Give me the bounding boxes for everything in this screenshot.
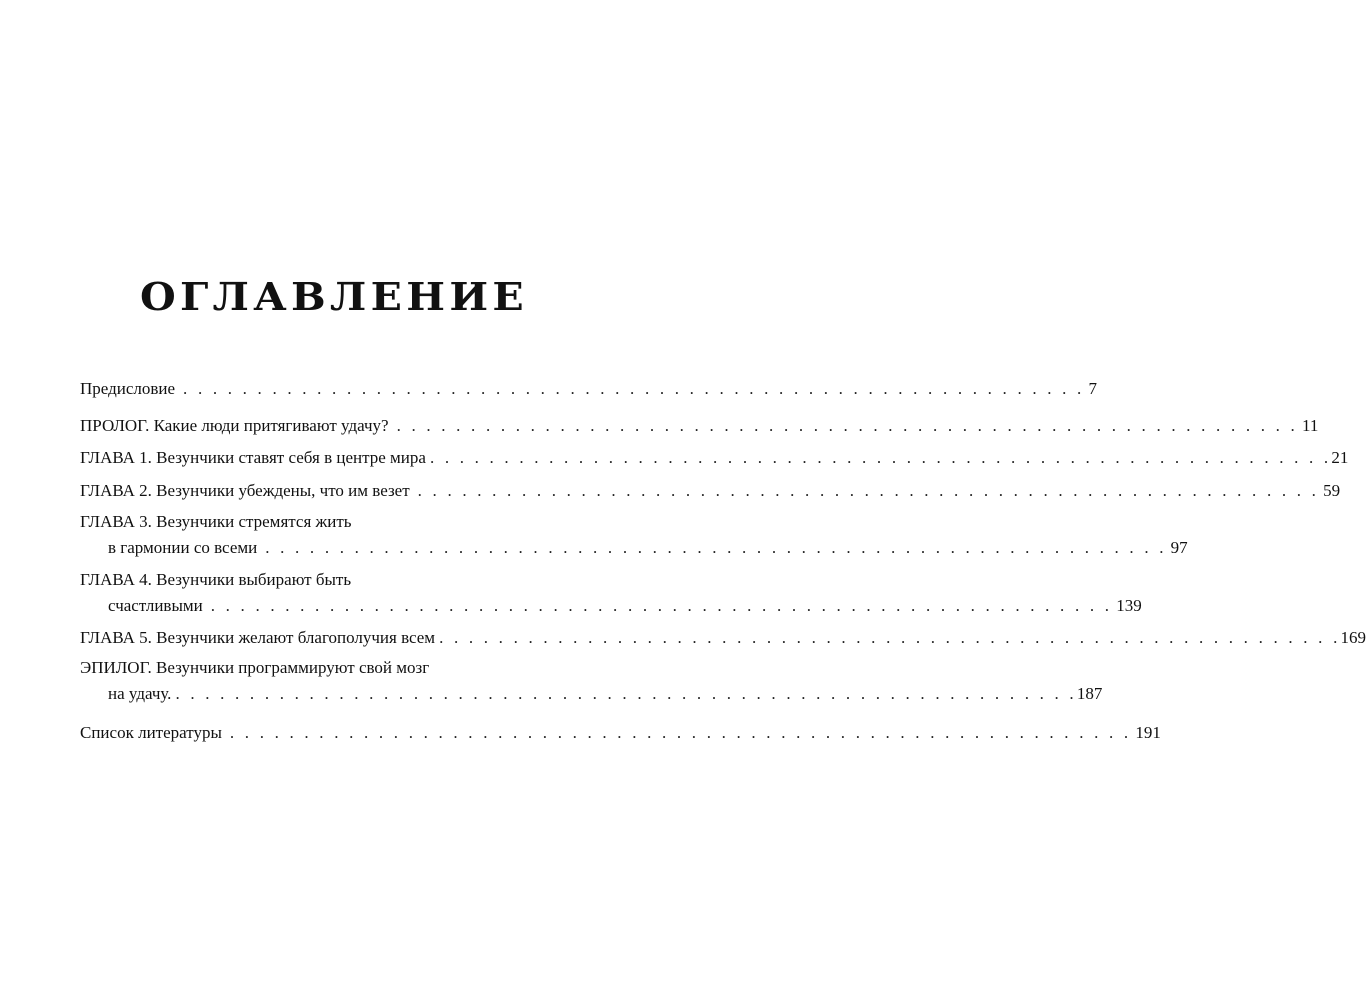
toc-entry-chapter-1[interactable] <box>80 447 1349 473</box>
dot-leader: . . . . . . . . . . . . . . . . . . . . . . . . . . . . . . . . . . . . . . . . . . . . . . . . . . . . . . . . . . . . . <box>229 723 1132 742</box>
toc-entry-chapter-4[interactable] <box>80 569 1142 621</box>
toc-entry-title: ГЛАВА 3. Везунчики стремятся жить <box>80 512 352 531</box>
toc-entry-title: ЭПИЛОГ. Везунчики программируют свой мозг <box>80 658 430 677</box>
toc-entry-title: ГЛАВА 1. Везунчики ставят себя в центре мира <box>80 448 426 467</box>
toc-page-number: 139 <box>1116 596 1142 615</box>
toc-page-number: 169 <box>1340 628 1366 647</box>
toc-entry-epilogue[interactable] <box>80 657 1103 709</box>
toc-entry-chapter-3[interactable] <box>80 511 1188 563</box>
toc-entry-title-continued: в гармонии со всеми <box>108 538 258 557</box>
toc-entry-title-continued: счастливыми <box>108 596 203 615</box>
dot-leader: . . . . . . . . . . . . . . . . . . . . . . . . . . . . . . . . . . . . . . . . . . . . . . . . . . . . . . . . . . . . . <box>183 379 1085 398</box>
toc-entry-title: ГЛАВА 4. Везунчики выбирают быть <box>80 570 352 589</box>
toc-entry-chapter-2[interactable] <box>80 480 1341 506</box>
toc-page-number: 187 <box>1076 684 1103 703</box>
page-title: ОГЛАВЛЕНИЕ <box>139 274 529 319</box>
toc-entry-title: ГЛАВА 2. Везунчики убеждены, что им везет <box>80 481 410 500</box>
toc-entry-chapter-5[interactable] <box>80 627 1366 653</box>
toc-entry-title-continued: на удачу. <box>108 684 172 703</box>
toc-page-number: 11 <box>1302 416 1319 435</box>
toc-page-number: 7 <box>1088 379 1097 398</box>
toc-page-number: 97 <box>1170 538 1188 557</box>
toc-entry-bibliography[interactable] <box>80 722 1161 748</box>
dot-leader: . . . . . . . . . . . . . . . . . . . . . . . . . . . . . . . . . . . . . . . . . . . . . . . . . . . . . . . . . . . . . <box>396 416 1299 435</box>
toc-entry-title: ПРОЛОГ. Какие люди притягивают удачу? <box>80 416 389 435</box>
toc-entry-title: Список литературы <box>80 723 222 742</box>
toc-page-number: 191 <box>1135 723 1161 742</box>
dot-leader: . . . . . . . . . . . . . . . . . . . . . . . . . . . . . . . . . . . . . . . . . . . . . . . . . . . . . . . . . . . . . <box>175 684 1077 703</box>
dot-leader: . . . . . . . . . . . . . . . . . . . . . . . . . . . . . . . . . . . . . . . . . . . . . . . . . . . . . . . . . . . . . <box>265 538 1167 557</box>
toc-entry-preface[interactable] <box>80 378 1097 404</box>
toc-entry-title: Предисловие <box>80 379 176 398</box>
toc-entry-prologue[interactable] <box>80 415 1319 441</box>
dot-leader: . . . . . . . . . . . . . . . . . . . . . . . . . . . . . . . . . . . . . . . . . . . . . . . . . . . . . . . . . . . . . <box>439 628 1341 647</box>
dot-leader: . . . . . . . . . . . . . . . . . . . . . . . . . . . . . . . . . . . . . . . . . . . . . . . . . . . . . . . . . . . . . <box>210 596 1113 615</box>
toc-page-number: 59 <box>1323 481 1341 500</box>
toc-page-number: 21 <box>1331 448 1349 467</box>
dot-leader: . . . . . . . . . . . . . . . . . . . . . . . . . . . . . . . . . . . . . . . . . . . . . . . . . . . . . . . . . . . . . <box>417 481 1320 500</box>
dot-leader: . . . . . . . . . . . . . . . . . . . . . . . . . . . . . . . . . . . . . . . . . . . . . . . . . . . . . . . . . . . . . <box>429 448 1332 467</box>
toc-entry-title: ГЛАВА 5. Везунчики желают благополучия всем <box>80 628 436 647</box>
